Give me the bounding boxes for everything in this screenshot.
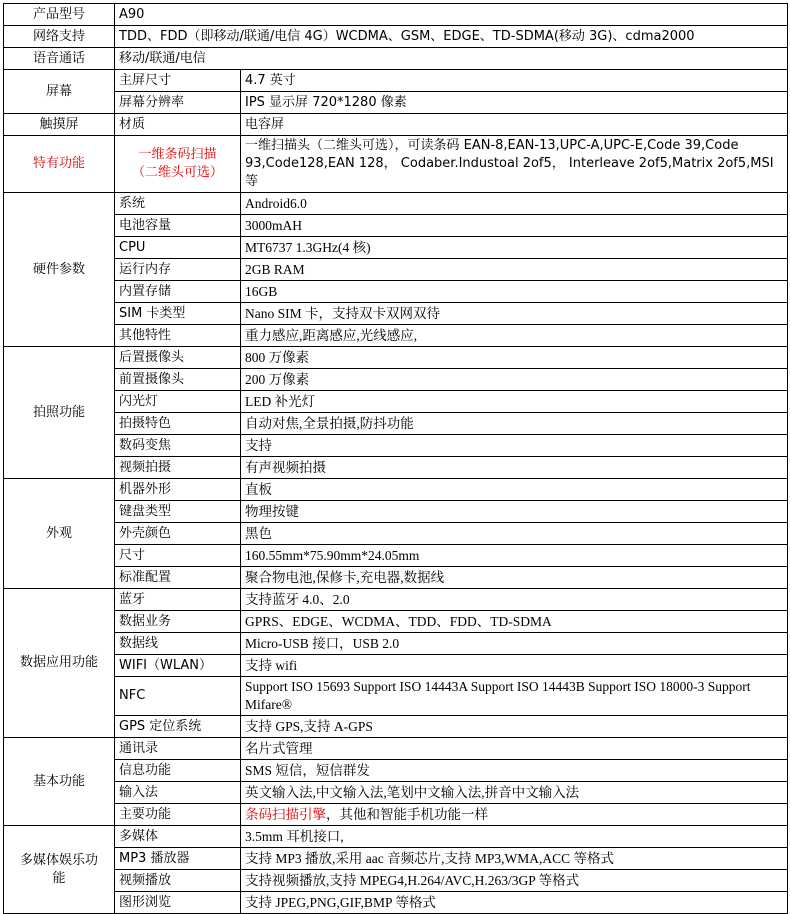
spec-label: CPU [115, 237, 241, 259]
spec-label: 数码变焦 [115, 435, 241, 457]
spec-value: 移动/联通/电信 [115, 48, 788, 70]
category-label: 多媒体娱乐功能 [4, 826, 115, 914]
spec-value: 直板 [241, 479, 788, 501]
spec-label: 尺寸 [115, 545, 241, 567]
category-label: 特有功能 [4, 136, 115, 193]
category-label: 拍照功能 [4, 347, 115, 479]
spec-label: 数据业务 [115, 611, 241, 633]
spec-label: 信息功能 [115, 760, 241, 782]
spec-label: 输入法 [115, 782, 241, 804]
spec-row [4, 611, 788, 633]
spec-value: 支持视频播放,支持 MPEG4,H.264/AVC,H.263/3GP 等格式 [241, 870, 788, 892]
spec-table-body [4, 4, 788, 914]
spec-value: 支持 [241, 435, 788, 457]
spec-row [4, 303, 788, 325]
spec-value: 自动对焦,全景拍摄,防抖功能 [241, 413, 788, 435]
spec-value: 4.7 英寸 [241, 70, 788, 92]
spec-value: 一维扫描头（二维头可选），可读条码 EAN-8,EAN-13,UPC-A,UPC-E,Code 39,Code 93,Code128,EAN 128， Codaber.Industoal 2of5， Interleave 2of5,Matrix 2of5,MSI 等 [241, 136, 788, 193]
spec-value: TDD、FDD（即移动/联通/电信 4G）WCDMA、GSM、EDGE、TD-SDMA(移动 3G)、cdma2000 [115, 26, 788, 48]
spec-value: GPRS、EDGE、WCDMA、TDD、FDD、TD-SDMA [241, 611, 788, 633]
spec-label: 系统 [115, 193, 241, 215]
category-label: 触摸屏 [4, 114, 115, 136]
spec-label: 主要功能 [115, 804, 241, 826]
spec-row [4, 325, 788, 347]
spec-value: 支持蓝牙 4.0、2.0 [241, 589, 788, 611]
spec-row [4, 114, 788, 136]
spec-row [4, 826, 788, 848]
spec-label: MP3 播放器 [115, 848, 241, 870]
spec-row [4, 567, 788, 589]
spec-label: 电池容量 [115, 215, 241, 237]
spec-row [4, 716, 788, 738]
spec-row [4, 92, 788, 114]
spec-row [4, 435, 788, 457]
spec-value: 重力感应,距离感应,光线感应, [241, 325, 788, 347]
spec-row [4, 655, 788, 677]
spec-value: A90 [115, 4, 788, 26]
spec-label: GPS 定位系统 [115, 716, 241, 738]
spec-row [4, 281, 788, 303]
spec-label: WIFI（WLAN） [115, 655, 241, 677]
spec-value: Android6.0 [241, 193, 788, 215]
category-label: 语音通话 [4, 48, 115, 70]
spec-row [4, 70, 788, 92]
spec-row [4, 782, 788, 804]
spec-label: SIM 卡类型 [115, 303, 241, 325]
spec-row [4, 738, 788, 760]
category-label: 产品型号 [4, 4, 115, 26]
spec-row [4, 457, 788, 479]
spec-value: 有声视频拍摄 [241, 457, 788, 479]
spec-value: 物理按键 [241, 501, 788, 523]
spec-value: 黑色 [241, 523, 788, 545]
spec-row [4, 26, 788, 48]
spec-value: 英文输入法,中文输入法,笔划中文输入法,拼音中文输入法 [241, 782, 788, 804]
category-label: 数据应用功能 [4, 589, 115, 738]
category-label: 硬件参数 [4, 193, 115, 347]
spec-label: 一维条码扫描 （二维头可选） [115, 136, 241, 193]
spec-label: 蓝牙 [115, 589, 241, 611]
spec-label: 其他特性 [115, 325, 241, 347]
spec-label: NFC [115, 677, 241, 716]
spec-value: 16GB [241, 281, 788, 303]
spec-row [4, 413, 788, 435]
spec-label: 内置存储 [115, 281, 241, 303]
spec-row [4, 870, 788, 892]
spec-value: 2GB RAM [241, 259, 788, 281]
spec-row [4, 804, 788, 826]
spec-row [4, 347, 788, 369]
spec-label: 通讯录 [115, 738, 241, 760]
spec-label: 后置摄像头 [115, 347, 241, 369]
spec-row [4, 633, 788, 655]
spec-label: 视频拍摄 [115, 457, 241, 479]
spec-row [4, 369, 788, 391]
spec-row [4, 501, 788, 523]
spec-value-text: ，其他和智能手机功能一样 [326, 806, 488, 822]
spec-value: 支持 MP3 播放,采用 aac 音频芯片,支持 MP3,WMA,ACC 等格式 [241, 848, 788, 870]
spec-row [4, 479, 788, 501]
spec-label: 键盘类型 [115, 501, 241, 523]
spec-label: 运行内存 [115, 259, 241, 281]
spec-label: 数据线 [115, 633, 241, 655]
spec-label: 屏幕分辨率 [115, 92, 241, 114]
category-label: 屏幕 [4, 70, 115, 114]
category-label: 基本功能 [4, 738, 115, 826]
spec-label: 多媒体 [115, 826, 241, 848]
spec-row [4, 545, 788, 567]
highlight-text: 条码扫描引擎 [245, 806, 326, 822]
spec-label: 图形浏览 [115, 892, 241, 914]
spec-row [4, 589, 788, 611]
spec-row [4, 193, 788, 215]
spec-label: 闪光灯 [115, 391, 241, 413]
spec-label: 视频播放 [115, 870, 241, 892]
spec-label: 外壳颜色 [115, 523, 241, 545]
spec-value: 电容屏 [241, 114, 788, 136]
spec-row [4, 4, 788, 26]
spec-value [241, 804, 788, 826]
spec-label: 标准配置 [115, 567, 241, 589]
spec-value: 名片式管理 [241, 738, 788, 760]
spec-row [4, 523, 788, 545]
spec-value: 支持 JPEG,PNG,GIF,BMP 等格式 [241, 892, 788, 914]
spec-value: MT6737 1.3GHz(4 核) [241, 237, 788, 259]
category-label: 外观 [4, 479, 115, 589]
spec-label: 前置摄像头 [115, 369, 241, 391]
spec-row [4, 848, 788, 870]
spec-value: 聚合物电池,保修卡,充电器,数据线 [241, 567, 788, 589]
spec-row [4, 677, 788, 716]
spec-value: SMS 短信，短信群发 [241, 760, 788, 782]
spec-value: 支持 GPS,支持 A-GPS [241, 716, 788, 738]
spec-row [4, 892, 788, 914]
spec-label: 材质 [115, 114, 241, 136]
spec-row [4, 760, 788, 782]
spec-value: 3000mAH [241, 215, 788, 237]
spec-label: 主屏尺寸 [115, 70, 241, 92]
spec-value: IPS 显示屏 720*1280 像素 [241, 92, 788, 114]
spec-row [4, 259, 788, 281]
spec-row [4, 215, 788, 237]
spec-value: 800 万像素 [241, 347, 788, 369]
spec-value: Support ISO 15693 Support ISO 14443A Support ISO 14443B Support ISO 18000-3 Support Mifare® [241, 677, 788, 716]
spec-value: 支持 wifi [241, 655, 788, 677]
spec-row [4, 237, 788, 259]
spec-value: 3.5mm 耳机接口, [241, 826, 788, 848]
spec-value: LED 补光灯 [241, 391, 788, 413]
spec-label: 拍摄特色 [115, 413, 241, 435]
spec-row [4, 391, 788, 413]
spec-value: 160.55mm*75.90mm*24.05mm [241, 545, 788, 567]
spec-label: 机器外形 [115, 479, 241, 501]
spec-table [3, 3, 788, 914]
spec-value: 200 万像素 [241, 369, 788, 391]
spec-row [4, 48, 788, 70]
spec-value: Nano SIM 卡，支持双卡双网双待 [241, 303, 788, 325]
spec-value: Micro-USB 接口，USB 2.0 [241, 633, 788, 655]
spec-row [4, 136, 788, 193]
category-label: 网络支持 [4, 26, 115, 48]
